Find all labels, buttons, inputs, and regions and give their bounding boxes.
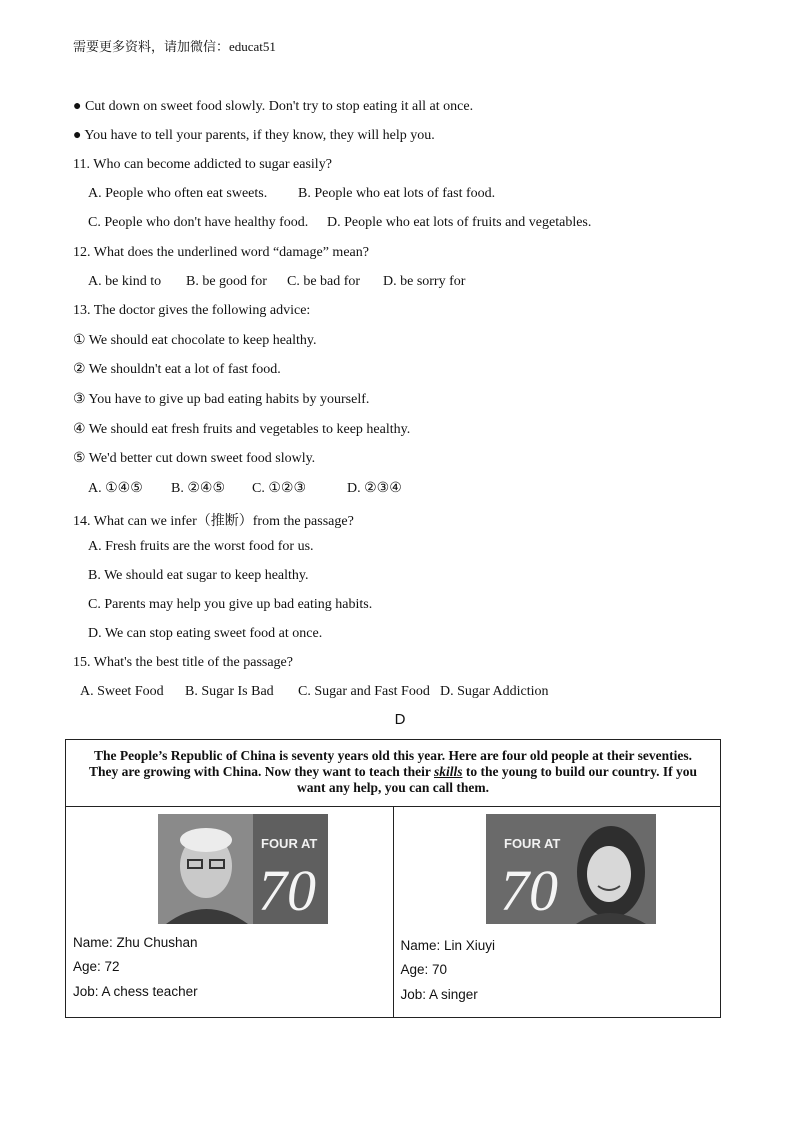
q12-option-c: C. be bad for [287,274,361,289]
q13-option-d: D. ②③④ [347,481,402,496]
q13-item-3: ③ You have to give up bad eating habits by yourself. [73,392,370,407]
person-job: Job: A chess teacher [73,984,198,999]
person-card-lin [393,807,721,1018]
q12-stem: 12. What does the underlined word “damage” mean? [73,245,369,260]
photo-caption-top: FOUR AT [503,836,560,851]
q13-stem: 13. The doctor gives the following advice: [73,303,311,318]
person-name: Name: Lin Xiuyi [400,938,496,953]
q15-option-a: A. Sweet Food [80,684,164,699]
q14-option-d: D. We can stop eating sweet food at once. [88,626,323,641]
q11-option-b: B. People who eat lots of fast food. [298,186,496,201]
q15-stem: 15. What's the best title of the passage? [73,655,293,670]
person-age: Age: 72 [73,959,120,974]
intro-text-2: to the young to build our country. If you want any help, you can call them. [296,764,698,795]
q14-option-b: B. We should eat sugar to keep healthy. [88,568,309,583]
q13-item-5: ⑤ We'd better cut down sweet food slowly. [73,451,316,466]
q14-option-a: A. Fresh fruits are the worst food for us. [88,539,314,554]
q11-stem: 11. Who can become addicted to sugar easily? [73,157,332,172]
q11-option-d: D. People who eat lots of fruits and vegetables. [327,215,592,230]
q13-option-a: A. ①④⑤ [88,481,143,496]
person-name: Name: Zhu Chushan [73,935,198,950]
q11-option-c: C. People who don't have healthy food. [88,215,309,230]
q15-option-b: B. Sugar Is Bad [185,684,274,699]
portrait-image [486,814,656,924]
q15-option-c: C. Sugar and Fast Food [298,684,430,699]
q13-item-2: ② We shouldn't eat a lot of fast food. [73,362,281,377]
q12-option-b: B. be good for [186,274,267,289]
person-age: Age: 70 [400,962,448,977]
photo-caption-number: 70 [499,858,558,923]
q14-option-c: C. Parents may help you give up bad eating habits. [88,597,373,612]
q15-option-d: D. Sugar Addiction [440,684,549,699]
section-d-label: D [394,711,406,728]
person-photo-lin [486,814,656,924]
info-table [65,739,721,1018]
person-photo-zhu [158,814,328,924]
q11-option-a: A. People who often eat sweets. [88,186,268,201]
intro-text-1: The People’s Republic of China is seventy years old this year. Here are four old people at their seventies. They are growing with China. Now they want to teach their [88,748,692,779]
photo-caption-top: FOUR AT [261,836,318,851]
person-job: Job: A singer [400,987,478,1002]
q13-option-b: B. ②④⑤ [171,481,225,496]
portrait-image [158,814,328,924]
photo-caption-number: 70 [258,858,316,923]
q13-item-1: ① We should eat chocolate to keep healthy. [73,333,317,348]
q12-option-d: D. be sorry for [383,274,466,289]
bullet-2: ● You have to tell your parents, if they know, they will help you. [73,128,435,143]
q12-option-a: A. be kind to [88,274,162,289]
bullet-1: ● Cut down on sweet food slowly. Don't try to stop eating it all at once. [73,99,474,114]
q13-item-4: ④ We should eat fresh fruits and vegetables to keep healthy. [73,422,411,437]
q13-option-c: C. ①②③ [252,481,306,496]
q14-stem: 14. What can we infer（推断）from the passage? [73,514,354,529]
page-header: 需要更多资料，请加微信：educat51 [73,39,276,54]
person-card-zhu [66,807,394,1018]
table-intro [66,740,721,807]
intro-skills-word: skills [433,764,463,779]
